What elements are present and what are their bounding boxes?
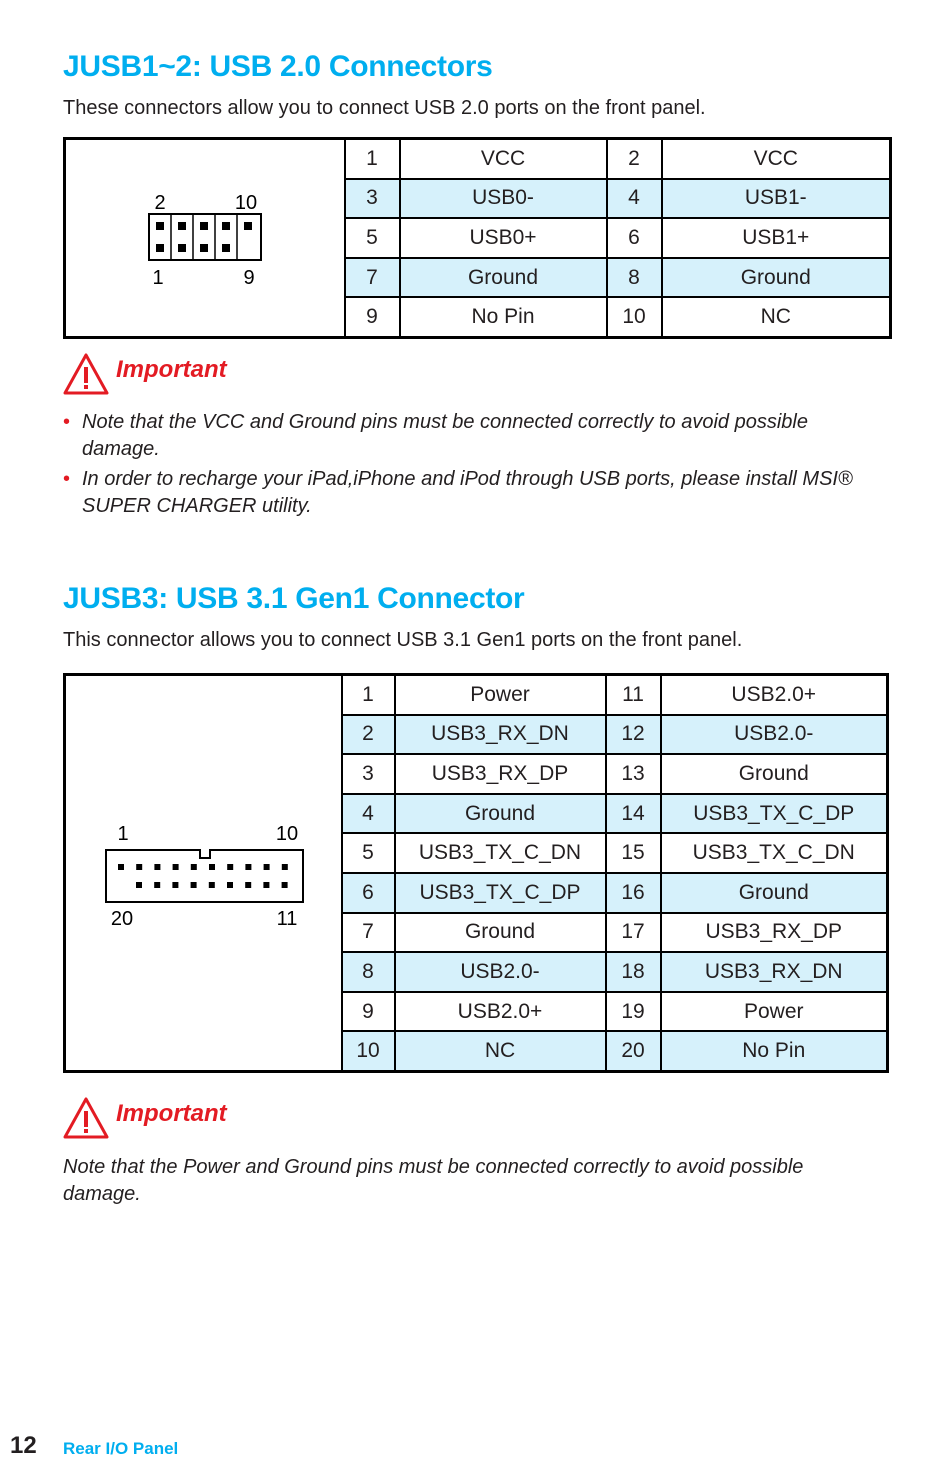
pin-number: 10: [607, 297, 662, 337]
signal-name: Ground: [395, 913, 606, 953]
diagram-label: 9: [243, 267, 255, 289]
diagram-label: 10: [275, 823, 299, 845]
important-label-1: Important: [116, 356, 227, 383]
pin-number: 9: [345, 297, 400, 337]
signal-name: Power: [395, 675, 606, 715]
pin-number: 2: [342, 715, 395, 755]
pin-number: 14: [606, 794, 661, 834]
warning-icon: [63, 1096, 109, 1140]
table-row: [65, 139, 891, 179]
section1-title: JUSB1~2: USB 2.0 Connectors: [63, 50, 493, 83]
pin-number: 9: [342, 992, 395, 1032]
diagram-label: 20: [110, 908, 134, 930]
pin-number: 15: [606, 833, 661, 873]
usb3-diagram-cell: [65, 675, 342, 1072]
signal-name: USB0-: [400, 179, 607, 219]
pin-number: 16: [606, 873, 661, 913]
bullet-icon: •: [63, 411, 71, 433]
signal-name: USB2.0+: [395, 992, 606, 1032]
note-text: Note that the VCC and Ground pins must be connected correctly to avoid possible damage.: [82, 411, 808, 460]
pin-number: 4: [342, 794, 395, 834]
pin-number: 19: [606, 992, 661, 1032]
note-item: [63, 466, 883, 520]
diagram-label: 1: [117, 823, 129, 845]
signal-name: USB2.0-: [395, 952, 606, 992]
signal-name: VCC: [662, 139, 891, 179]
pin-number: 6: [342, 873, 395, 913]
pin-number: 8: [342, 952, 395, 992]
bullet-icon: •: [63, 468, 71, 490]
signal-name: USB3_TX_C_DN: [661, 833, 888, 873]
signal-name: USB3_TX_C_DP: [661, 794, 888, 834]
signal-name: NC: [662, 297, 891, 337]
pin-number: 8: [607, 258, 662, 298]
signal-name: Ground: [400, 258, 607, 298]
pin-number: 5: [342, 833, 395, 873]
warning-icon: [63, 352, 109, 396]
pin-number: 6: [607, 218, 662, 258]
signal-name: USB1-: [662, 179, 891, 219]
signal-name: Ground: [661, 754, 888, 794]
diagram-label: 10: [234, 192, 258, 214]
usb2-header-diagram: [66, 140, 344, 336]
important-note-2: Note that the Power and Ground pins must be connected correctly to avoid possible damage.: [63, 1156, 804, 1205]
signal-name: NC: [395, 1031, 606, 1071]
pin-number: 20: [606, 1031, 661, 1071]
diagram-label: 1: [152, 267, 164, 289]
pin-number: 13: [606, 754, 661, 794]
note-text: In order to recharge your iPad,iPhone and iPod through USB ports, please install MSI® SUPER CHARGER utility.: [82, 468, 853, 517]
signal-name: USB3_RX_DN: [395, 715, 606, 755]
signal-name: USB2.0+: [661, 675, 888, 715]
page-number: 12: [10, 1432, 37, 1459]
signal-name: VCC: [400, 139, 607, 179]
pin-number: 7: [345, 258, 400, 298]
pin-number: 1: [345, 139, 400, 179]
pin-number: 4: [607, 179, 662, 219]
usb2-diagram-cell: [65, 139, 345, 338]
signal-name: USB1+: [662, 218, 891, 258]
signal-name: Ground: [395, 794, 606, 834]
signal-name: USB3_RX_DP: [395, 754, 606, 794]
signal-name: Ground: [662, 258, 891, 298]
pin-number: 2: [607, 139, 662, 179]
diagram-label: 2: [154, 192, 166, 214]
signal-name: USB2.0-: [661, 715, 888, 755]
signal-name: USB0+: [400, 218, 607, 258]
signal-name: Ground: [661, 873, 888, 913]
important-notes-1: [63, 409, 883, 523]
pin-number: 7: [342, 913, 395, 953]
table-row: [65, 675, 888, 715]
signal-name: USB3_RX_DP: [661, 913, 888, 953]
usb3-pin-table: [63, 673, 889, 1073]
pin-number: 12: [606, 715, 661, 755]
important-label-2: Important: [116, 1100, 227, 1127]
pin-number: 18: [606, 952, 661, 992]
usb2-pin-table: [63, 137, 892, 339]
pin-number: 11: [606, 675, 661, 715]
section2-title: JUSB3: USB 3.1 Gen1 Connector: [63, 582, 525, 615]
signal-name: No Pin: [661, 1031, 888, 1071]
pin-number: 10: [342, 1031, 395, 1071]
signal-name: Power: [661, 992, 888, 1032]
footer-section-name: Rear I/O Panel: [63, 1439, 179, 1458]
section2-intro: This connector allows you to connect USB 3.1 Gen1 ports on the front panel.: [63, 629, 743, 651]
signal-name: USB3_TX_C_DN: [395, 833, 606, 873]
signal-name: USB3_RX_DN: [661, 952, 888, 992]
diagram-label: 11: [276, 908, 298, 930]
signal-name: USB3_TX_C_DP: [395, 873, 606, 913]
pin-number: 1: [342, 675, 395, 715]
signal-name: No Pin: [400, 297, 607, 337]
section1-intro: These connectors allow you to connect USB 2.0 ports on the front panel.: [63, 97, 706, 119]
pin-number: 3: [345, 179, 400, 219]
note-item: [63, 409, 883, 463]
usb3-header-diagram: [66, 676, 341, 1070]
pin-number: 5: [345, 218, 400, 258]
pin-number: 3: [342, 754, 395, 794]
pin-number: 17: [606, 913, 661, 953]
